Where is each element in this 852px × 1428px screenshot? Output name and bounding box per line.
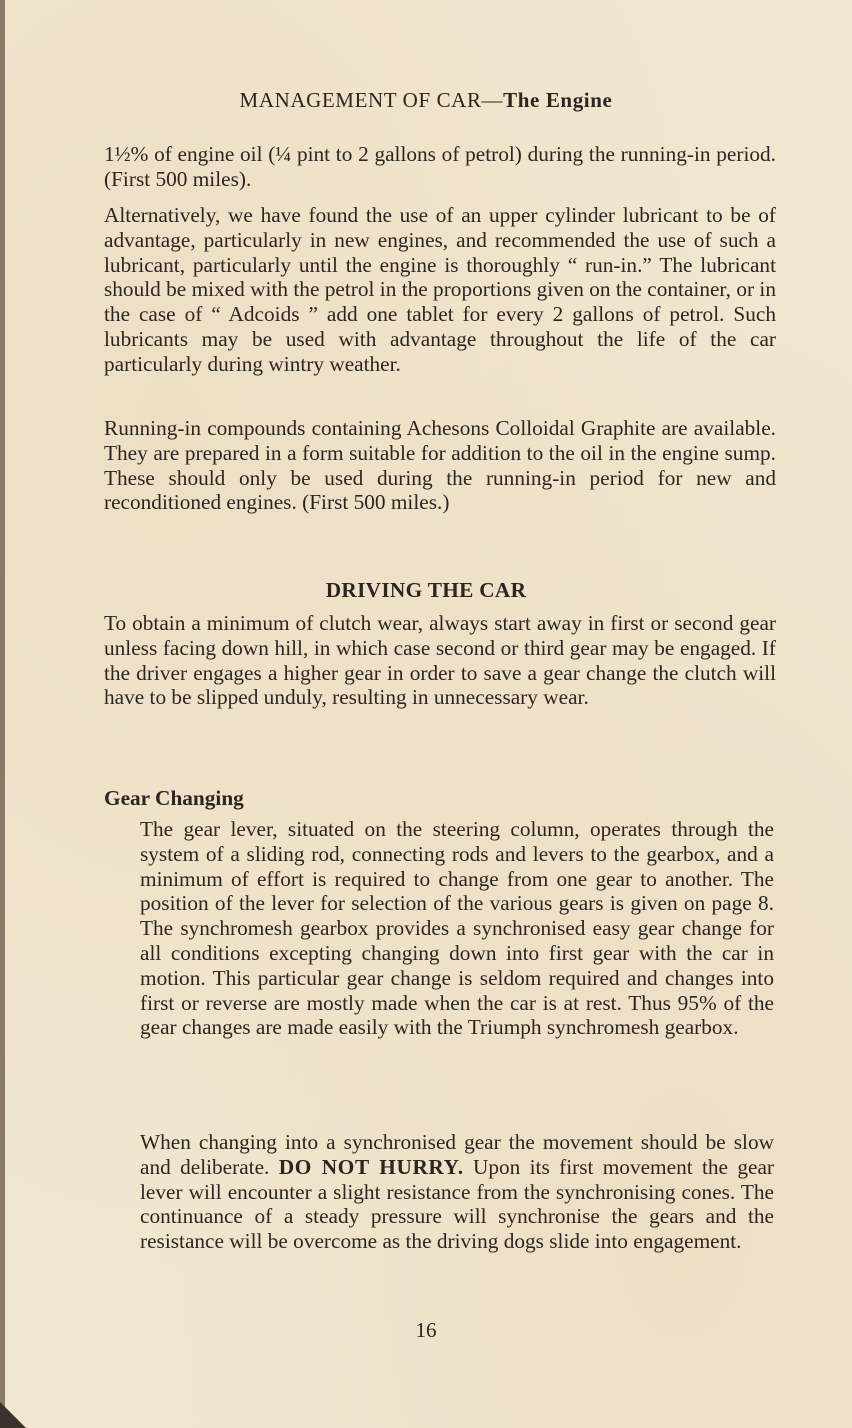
running-head-section: The Engine [503,88,613,112]
subheading-gear-changing: Gear Changing [104,786,244,810]
running-head-main: MANAGEMENT OF CAR— [239,88,504,112]
paragraph-oil-mixture: 1½% of engine oil (¼ pint to 2 gallons of petrol) during the running-in period. (First 500 miles). [104,142,776,191]
synchronised-text-end: Upon its first movement the gear lever will encounter a slight resistance from the synchronising cones. The continuance of a steady pressure will synchronise the gears and the resistance will be overcome as the driving dogs slide into engagement. [140,1154,774,1254]
paragraph-clutch-wear: To obtain a minimum of clutch wear, always start away in first or second gear unless facing down hill, in which case second or third gear may be engaged. If the driver engages a higher gear in order to save a gear change the clutch will have to be slipped unduly, resulting in unnecessary wear. [104,611,776,710]
paragraph-upper-cylinder-lubricant: Alternatively, we have found the use of an upper cylinder lubricant to be of advantage, particularly in new engines, and recommended the use of such a lubricant, particularly until the engine is thoroughly “ run-in.” The lubricant should be mixed with the petrol in the proportions given on the container, or in the case of “ Adcoids ” add one tablet for every 2 gallons of petrol. Such lubricants may be used with advantage throughout the life of the car particularly during wintry weather. [104,203,776,376]
page-number: 16 [415,1318,437,1342]
paragraph-running-in-compounds: Running-in compounds containing Achesons Colloidal Graphite are available. They are prepared in a form suitable for addition to the oil in the engine sump. These should only be used during the running-in period for new and reconditioned engines. (First 500 miles.) [104,416,776,515]
section-heading-driving: DRIVING THE CAR [325,578,527,602]
running-head [0,88,852,113]
paragraph-synchronised-gear [140,1130,774,1254]
page-corner-shadow [0,1402,26,1428]
paragraph-gear-lever: The gear lever, situated on the steering column, operates through the system of a sliding rod, connecting rods and levers to the gearbox, and a minimum of effort is required to change from one gear to another. The position of the lever for selection of the various gears is given on page 8. The synchromesh gearbox provides a synchronised easy gear change for all conditions excepting changing down into first gear with the car in motion. This particular gear change is seldom required and changes into first or reverse are mostly made when the car is at rest. Thus 95% of the gear changes are made easily with the Triumph synchromesh gearbox. [140,817,774,1040]
page-binding-edge [0,0,5,1428]
synchronised-text-start: When changing into a synchronised gear the movement should be slow and deliberate. [140,1130,774,1179]
do-not-hurry-emphasis: DO NOT HURRY. [278,1154,464,1179]
